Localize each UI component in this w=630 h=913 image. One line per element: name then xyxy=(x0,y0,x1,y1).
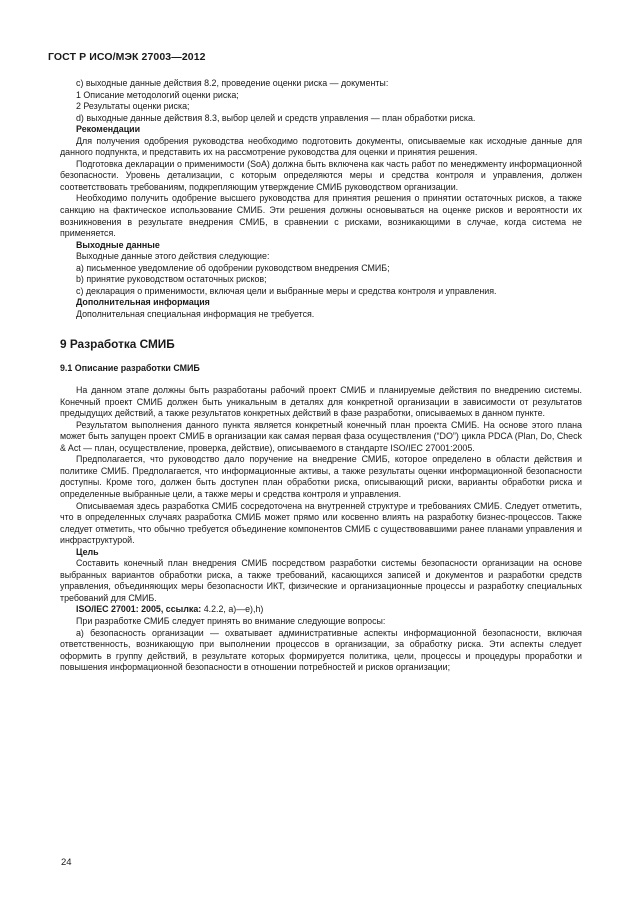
paragraph: Предполагается, что руководство дало поручение на внедрение СМИБ, которое определено в области действия и политике СМИБ. Предполагается, что информационные активы, а также результаты оценки информационной безопасности доступны. Кроме того, должен быть доступен план обработки риска, описывающий риски, варианты обработки риска и определенные выбранные цели, а также меры и средства контроля и управления. xyxy=(60,454,582,499)
paragraph: Для получения одобрения руководства необходимо подготовить документы, описываемые как исходные данные для данного подпункта, и представить их на рассмотрение руководства для оценки и принятия решения. xyxy=(60,135,582,158)
list-item: d) выходные данные действия 8.3, выбор целей и средств управления — план обработки риска. xyxy=(76,112,476,123)
output-heading: Выходные данные xyxy=(76,239,160,250)
iso-reference xyxy=(60,604,582,616)
page-content xyxy=(60,78,582,674)
paragraph: На данном этапе должны быть разработаны рабочий проект СМИБ и планируемые действия по внедрению системы. Конечный проект СМИБ должен быть уникальным в деталях для конкретной организации в зависимости от результатов предыдущих действий, а также результатов конкретных действий в фазе разработки, описываемых в данном пункте. xyxy=(60,385,582,419)
list-item: Выходные данные этого действия следующие: xyxy=(76,251,270,262)
list-item: а) безопасность организации — охватывает административные аспекты информационной безопасности, включая ответственность, возникающую при выполнении процессов в организации, за обработку риска. Эти аспекты следует оформить в группу действий, в результате которых формируется политика, цели, процессы и процедуры проработки и повышения информационной безопасности в отношении потребностей и рисков организации; xyxy=(60,627,582,673)
list-item: 2 Результаты оценки риска; xyxy=(76,101,190,112)
additional-info-heading: Дополнительная информация xyxy=(76,297,210,308)
paragraph: Результатом выполнения данного пункта является конкретный конечный план проекта СМИБ. На основе этого плана может быть запущен проект СМИБ в организации как самая первая фаза осуществления (“DO”) цикла PDCA (Plan, Do, Check & Act — план, осуществление, проверка, действие), описываемого в стандарте ISO/IEC 27001:2005. xyxy=(60,419,582,453)
goal-heading: Цель xyxy=(76,546,99,557)
additional-info-text: Дополнительная специальная информация не требуется. xyxy=(76,308,315,319)
list-item: c) выходные данные действия 8.2, проведение оценки риска — документы: xyxy=(76,78,389,88)
recommendations-heading: Рекомендации xyxy=(76,124,141,135)
list-item: a) письменное уведомление об одобрении руководством внедрения СМИБ; xyxy=(76,262,390,273)
subsection-title: 9.1 Описание разработки СМИБ xyxy=(60,363,200,374)
paragraph: Описываемая здесь разработка СМИБ сосредоточена на внутренней структуре и требованиях СМИБ. Следует отметить, что в определенных случаях разработка СМИБ может прямо или косвенно влиять на разработку бизнес-процессов. Также следует отметить, что обычно требуется объединение компонентов СМИБ с существовавшими ранее планами управления и инфраструктурой. xyxy=(60,500,582,546)
iso-reference-value: 4.2.2, а)—е),h) xyxy=(203,604,264,615)
list-item: b) принятие руководством остаточных рисков; xyxy=(76,274,267,285)
goal-text: Составить конечный план внедрения СМИБ посредством разработки системы безопасности организации на основе выбранных вариантов обработки риска, а также требований, касающихся записей и документов и разработки средств управления, объединяющих меры безопасности ИКТ, физические и организационные процессы и разработку специальных требований для СМИБ. xyxy=(60,558,582,603)
paragraph: При разработке СМИБ следует принять во внимание следующие вопросы: xyxy=(76,615,386,626)
document-header: ГОСТ Р ИСО/МЭК 27003—2012 xyxy=(48,51,206,63)
paragraph: Подготовка декларации о применимости (SoA) должна быть включена как часть работ по менеджменту информационной безопасности. Уровень детализации, с которым определяются меры и средства контроля и управления, должен соответствовать требованиям, подкрепляющим утверждение СМИБ руководством организации. xyxy=(60,158,582,192)
list-item: 1 Описание методологий оценки риска; xyxy=(76,89,239,100)
paragraph: Необходимо получить одобрение высшего руководства для принятия решения о принятии остаточных рисков, а также санкцию на фактическое использование СМИБ. Эти решения должны основываться на оценке рисков и вероятности их возникновения в результате внедрения СМИБ, в сравнении с рисками, возникающими в случае, когда система не применяется. xyxy=(60,193,582,239)
iso-reference-label: ISO/IEC 27001: 2005, ссылка: xyxy=(76,604,202,615)
list-item: c) декларация о применимости, включая цели и выбранные меры и средства контроля и управления. xyxy=(76,285,497,296)
section-title: 9 Разработка СМИБ xyxy=(60,337,175,352)
page-number: 24 xyxy=(61,857,72,868)
